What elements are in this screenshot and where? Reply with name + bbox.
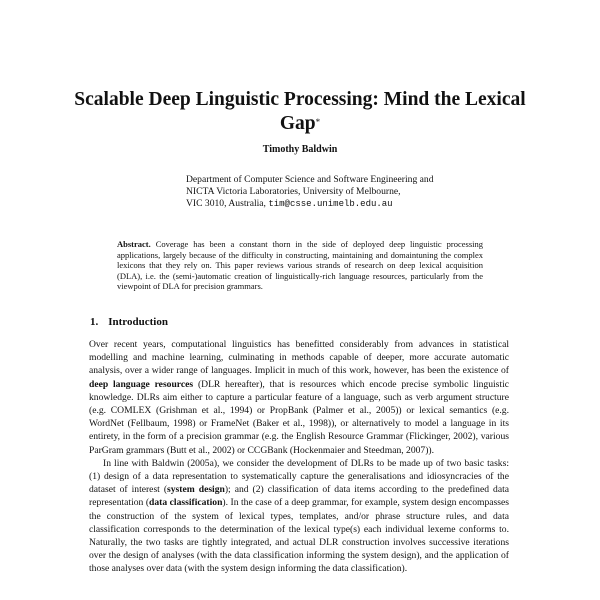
body-text xyxy=(89,338,509,576)
paragraph-1-term: deep language resources xyxy=(89,378,194,390)
affiliation-line-1: Department of Computer Science and Software Engineering and xyxy=(186,174,434,185)
section-number: 1. xyxy=(90,316,99,328)
author-name: Timothy Baldwin xyxy=(262,144,338,155)
paragraph-1-text-a: Over recent years, computational linguistics has benefitted considerably from advances in statistical modelling and machine learning, culminating in methods capable of deeper, more accurate automatic analysis, over a wider range of languages. Implicit in much of this work, however, has been the existence of xyxy=(89,339,509,377)
affiliation-line-3 xyxy=(186,198,446,211)
affiliation-line-2: NICTA Victoria Laboratories, University of Melbourne, xyxy=(186,185,401,197)
paragraph-2 xyxy=(89,457,509,576)
section-heading xyxy=(90,316,168,328)
affiliation-address: VIC 3010, Australia, xyxy=(186,197,266,209)
abstract xyxy=(117,239,483,292)
paragraph-2-term-1: system design xyxy=(167,484,225,496)
author-affiliation xyxy=(186,174,446,210)
paragraph-2-term-2: data classification xyxy=(149,497,223,509)
author-email-link[interactable]: tim@csse.unimelb.edu.au xyxy=(268,198,393,209)
paragraph-2-text-b: ); and (2) classification of data items according to the predefined data representation ( xyxy=(89,484,509,509)
abstract-text: Coverage has been a constant thorn in the side of deployed deep linguistic processing applications, largely because of the difficulty in constructing, maintaining and domaintuning the complex lexicons that they rely on. This paper reviews various strands of research on deep lexical acquisition (DLA), i.e. the (semi-)automatic creation of linguistically-rich language resources, particularly from the viewpoint of DLA for precision grammars. xyxy=(117,239,483,292)
paragraph-2-text-c: ). In the case of a deep grammar, for example, system design encompasses the construction of the system of lexical types, templates, and/or phrase structure rules, and data classification corresponds to the determination of the lexical type(s) each individual lexeme conforms to. Naturally, the two tasks are tightly integrated, and actual DLR construction involves successive iterations over the design of analyses (with the data classification informing the system design), and the application of those analyses over data (with the system design informing the data classification). xyxy=(89,497,509,575)
abstract-label: Abstract. xyxy=(117,239,151,249)
section-title: Introduction xyxy=(108,316,168,328)
paragraph-1-text-b: (DLR hereafter), that is resources which encode precise symbolic linguistic knowledge. DLRs aim either to capture a particular feature of a language, such as verb argument structure (e.g. COMLEX (Grishman et al., 1994) or PropBank (Palmer et al., 2005)) or lexical semantics (e.g. WordNet (Fellbaum, 1998) or FrameNet (Baker et al., 1998)), or alternatively to model a language in its entirety, in the form of a precision grammar (e.g. the English Resource Grammar (Flickinger, 2002), various ParGram grammars (Butt et al., 2002) or CCGBank (Hockenmaier and Steedman, 2007)). xyxy=(89,378,509,456)
paragraph-2-text-a: In line with Baldwin (2005a), we consider the development of DLRs to be made up of two basic tasks: (1) design of a data representation to systematically capture the generalisations and idiosyncracies of the dataset of interest ( xyxy=(89,457,509,496)
paper-title-text: Scalable Deep Linguistic Processing: Mind the Lexical Gap xyxy=(74,89,526,134)
title-footnote-mark: * xyxy=(315,117,321,127)
paragraph-1 xyxy=(89,338,509,457)
paper-title xyxy=(60,88,540,136)
